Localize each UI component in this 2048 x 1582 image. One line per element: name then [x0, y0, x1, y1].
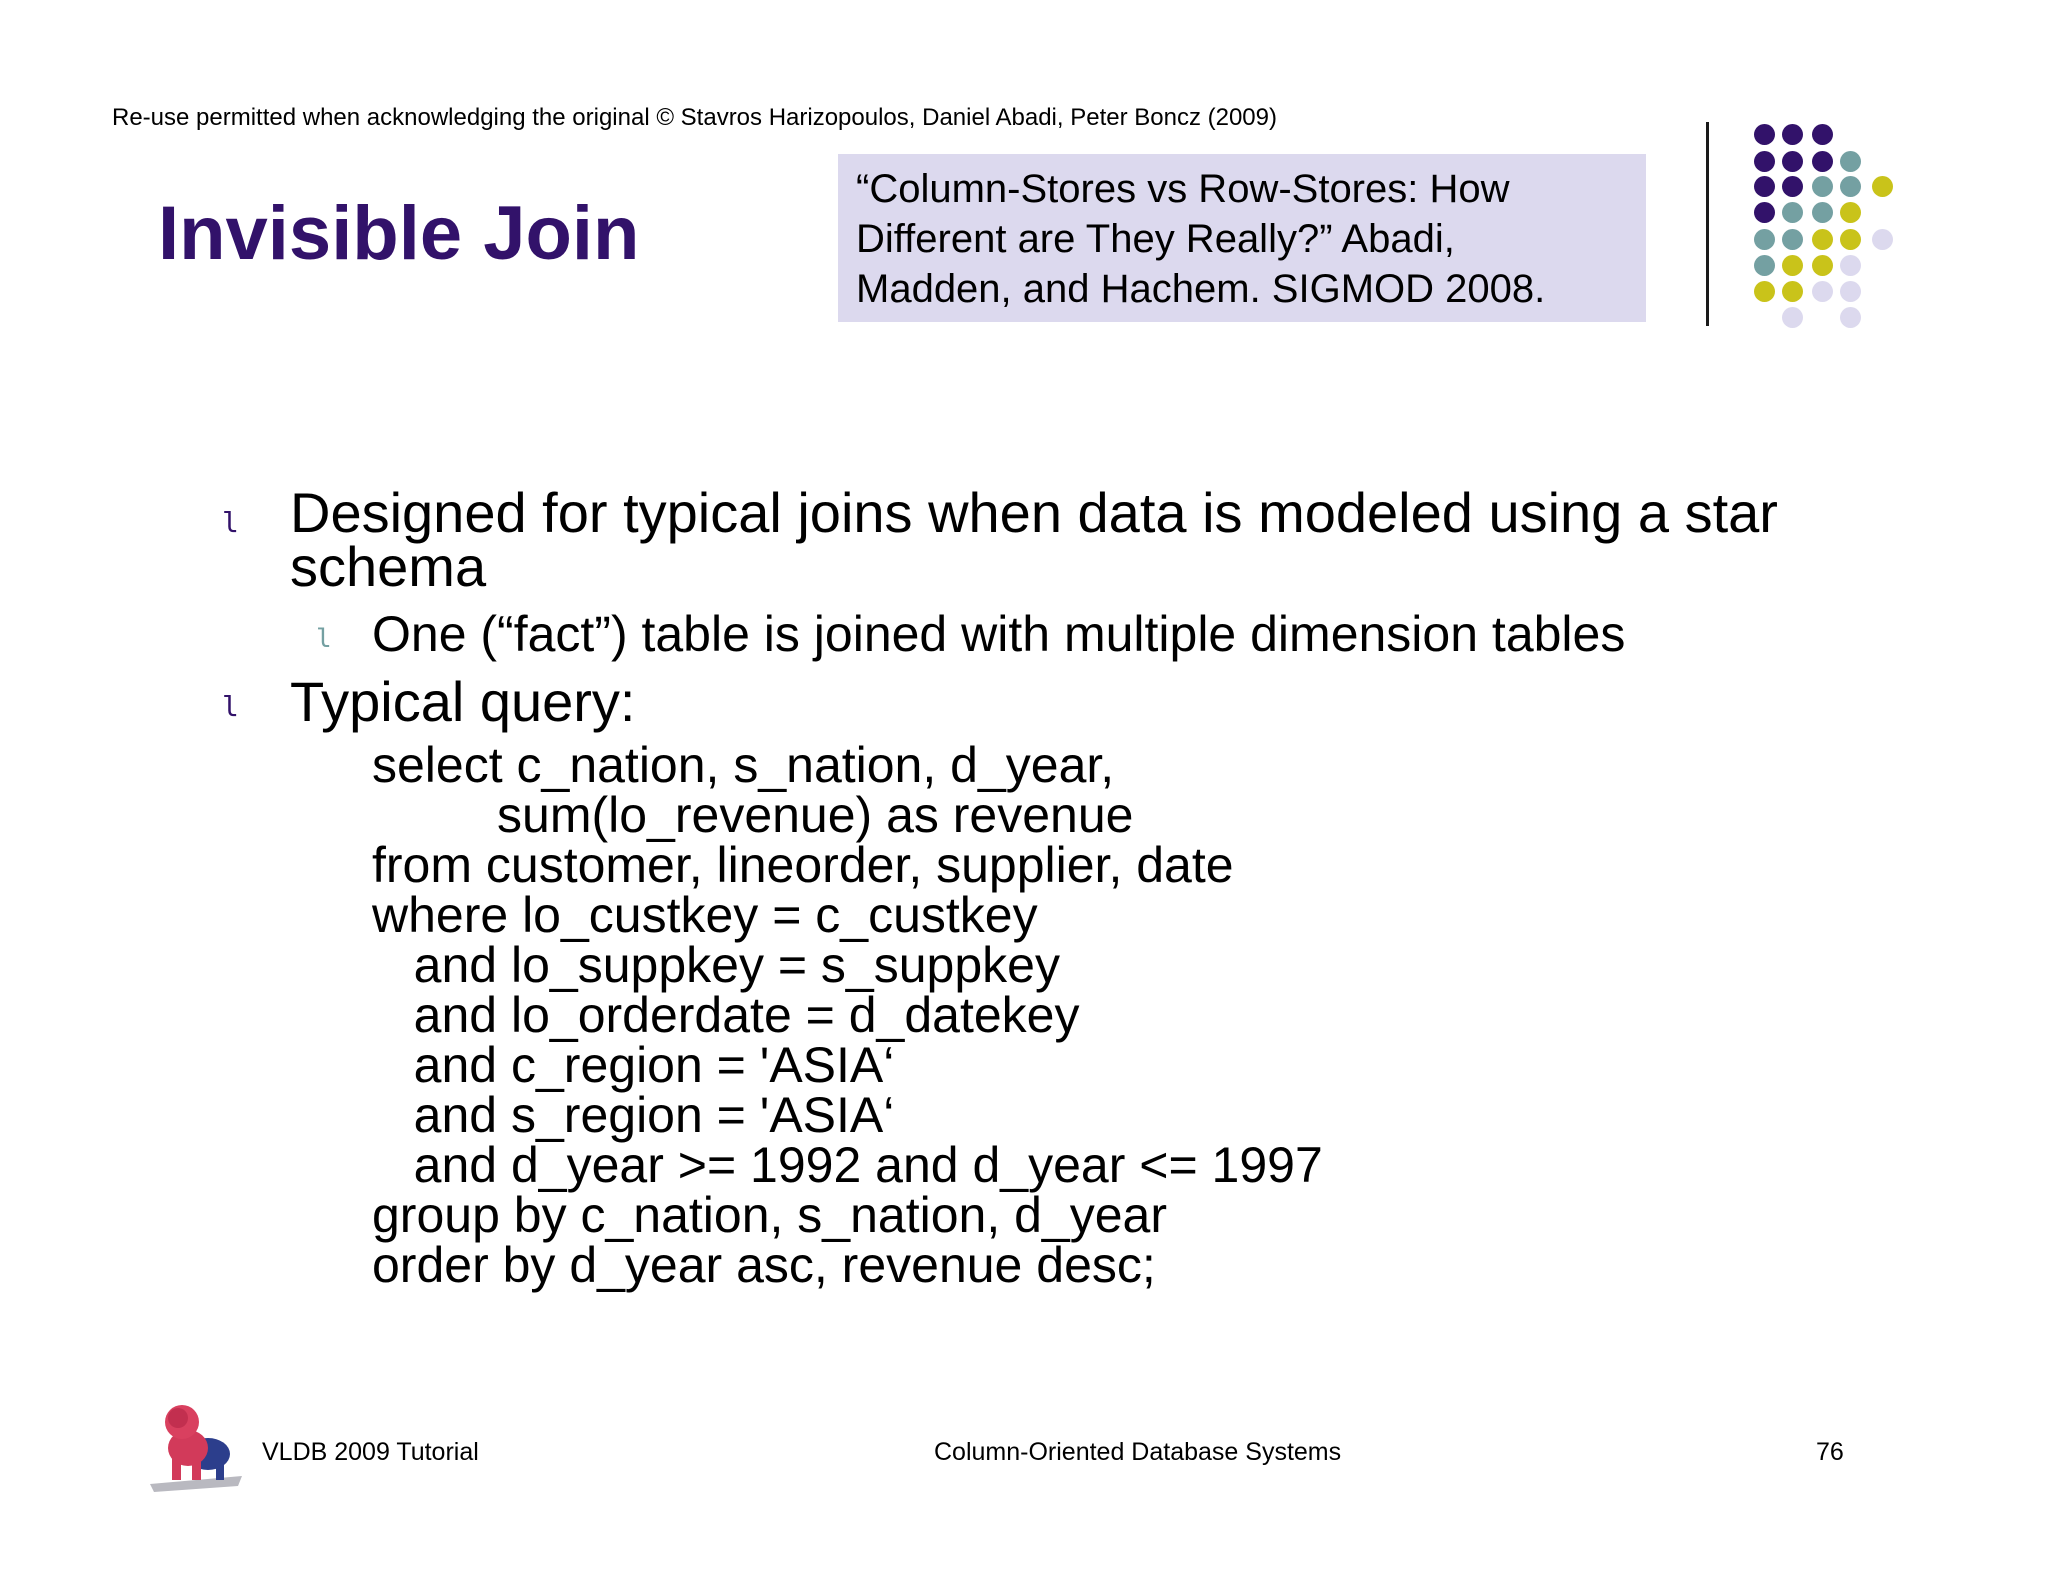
dot — [1754, 229, 1775, 250]
dot — [1840, 176, 1861, 197]
dot — [1840, 202, 1861, 223]
query-line: sum(lo_revenue) as revenue — [372, 787, 1134, 843]
dot — [1754, 151, 1775, 172]
dot — [1782, 307, 1803, 328]
dot — [1754, 281, 1775, 302]
dot — [1840, 151, 1861, 172]
dot — [1782, 202, 1803, 223]
dot — [1812, 151, 1833, 172]
citation-box — [838, 154, 1646, 322]
decorative-divider — [1706, 122, 1709, 326]
dot — [1782, 151, 1803, 172]
dot — [1872, 176, 1893, 197]
bullet-line: schema — [290, 535, 487, 598]
dot — [1812, 176, 1833, 197]
sub-bullet-marker: l — [316, 624, 332, 654]
query-line: and s_region = 'ASIA‘ — [372, 1087, 895, 1143]
footer-course-title: Column-Oriented Database Systems — [934, 1438, 1342, 1466]
citation-line: Madden, and Hachem. SIGMOD 2008. — [856, 267, 1546, 311]
dot — [1840, 229, 1861, 250]
query-line: and c_region = 'ASIA‘ — [372, 1037, 895, 1093]
query-line: and d_year >= 1992 and d_year <= 1997 — [372, 1137, 1323, 1193]
query-line: group by c_nation, s_nation, d_year — [372, 1187, 1167, 1243]
footer-tutorial: VLDB 2009 Tutorial — [262, 1438, 479, 1466]
dot — [1754, 176, 1775, 197]
dot — [1782, 229, 1803, 250]
dot — [1840, 307, 1861, 328]
sql-query-block — [372, 737, 1323, 1293]
citation-line: Different are They Really?” Abadi, — [856, 217, 1455, 261]
dot — [1782, 176, 1803, 197]
query-line: order by d_year asc, revenue desc; — [372, 1237, 1156, 1293]
dot — [1754, 124, 1775, 145]
query-line: select c_nation, s_nation, d_year, — [372, 737, 1115, 793]
bullet-marker: l — [222, 690, 239, 723]
sub-bullet-fact-table: One (“fact”) table is joined with multiple dimension tables — [372, 606, 1626, 662]
dot — [1812, 281, 1833, 302]
dot — [1754, 202, 1775, 223]
bullet-marker: l — [222, 506, 239, 539]
dot — [1782, 255, 1803, 276]
page-number: 76 — [1816, 1438, 1844, 1466]
dot — [1840, 281, 1861, 302]
dot — [1872, 229, 1893, 250]
dot — [1754, 255, 1775, 276]
slide-title: Invisible Join — [158, 191, 640, 276]
query-line: where lo_custkey = c_custkey — [372, 887, 1038, 943]
dot — [1812, 124, 1833, 145]
citation-line: “Column-Stores vs Row-Stores: How — [856, 167, 1510, 211]
dot — [1812, 255, 1833, 276]
dot — [1840, 255, 1861, 276]
copyright-notice: Re-use permitted when acknowledging the original © Stavros Harizopoulos, Daniel Abadi, Peter Boncz (2009) — [112, 104, 1277, 131]
dot — [1782, 281, 1803, 302]
lion-statue-icon — [146, 1396, 246, 1492]
bullet-line: Designed for typical joins when data is modeled using a star — [290, 481, 1778, 544]
query-line: from customer, lineorder, supplier, date — [372, 837, 1234, 893]
bullet-typical-query: Typical query: — [290, 670, 636, 733]
dot — [1782, 124, 1803, 145]
dot — [1812, 202, 1833, 223]
dot — [1812, 229, 1833, 250]
bullet-star-schema — [290, 481, 1850, 598]
query-line: and lo_orderdate = d_datekey — [372, 987, 1080, 1043]
query-line: and lo_suppkey = s_suppkey — [372, 937, 1060, 993]
